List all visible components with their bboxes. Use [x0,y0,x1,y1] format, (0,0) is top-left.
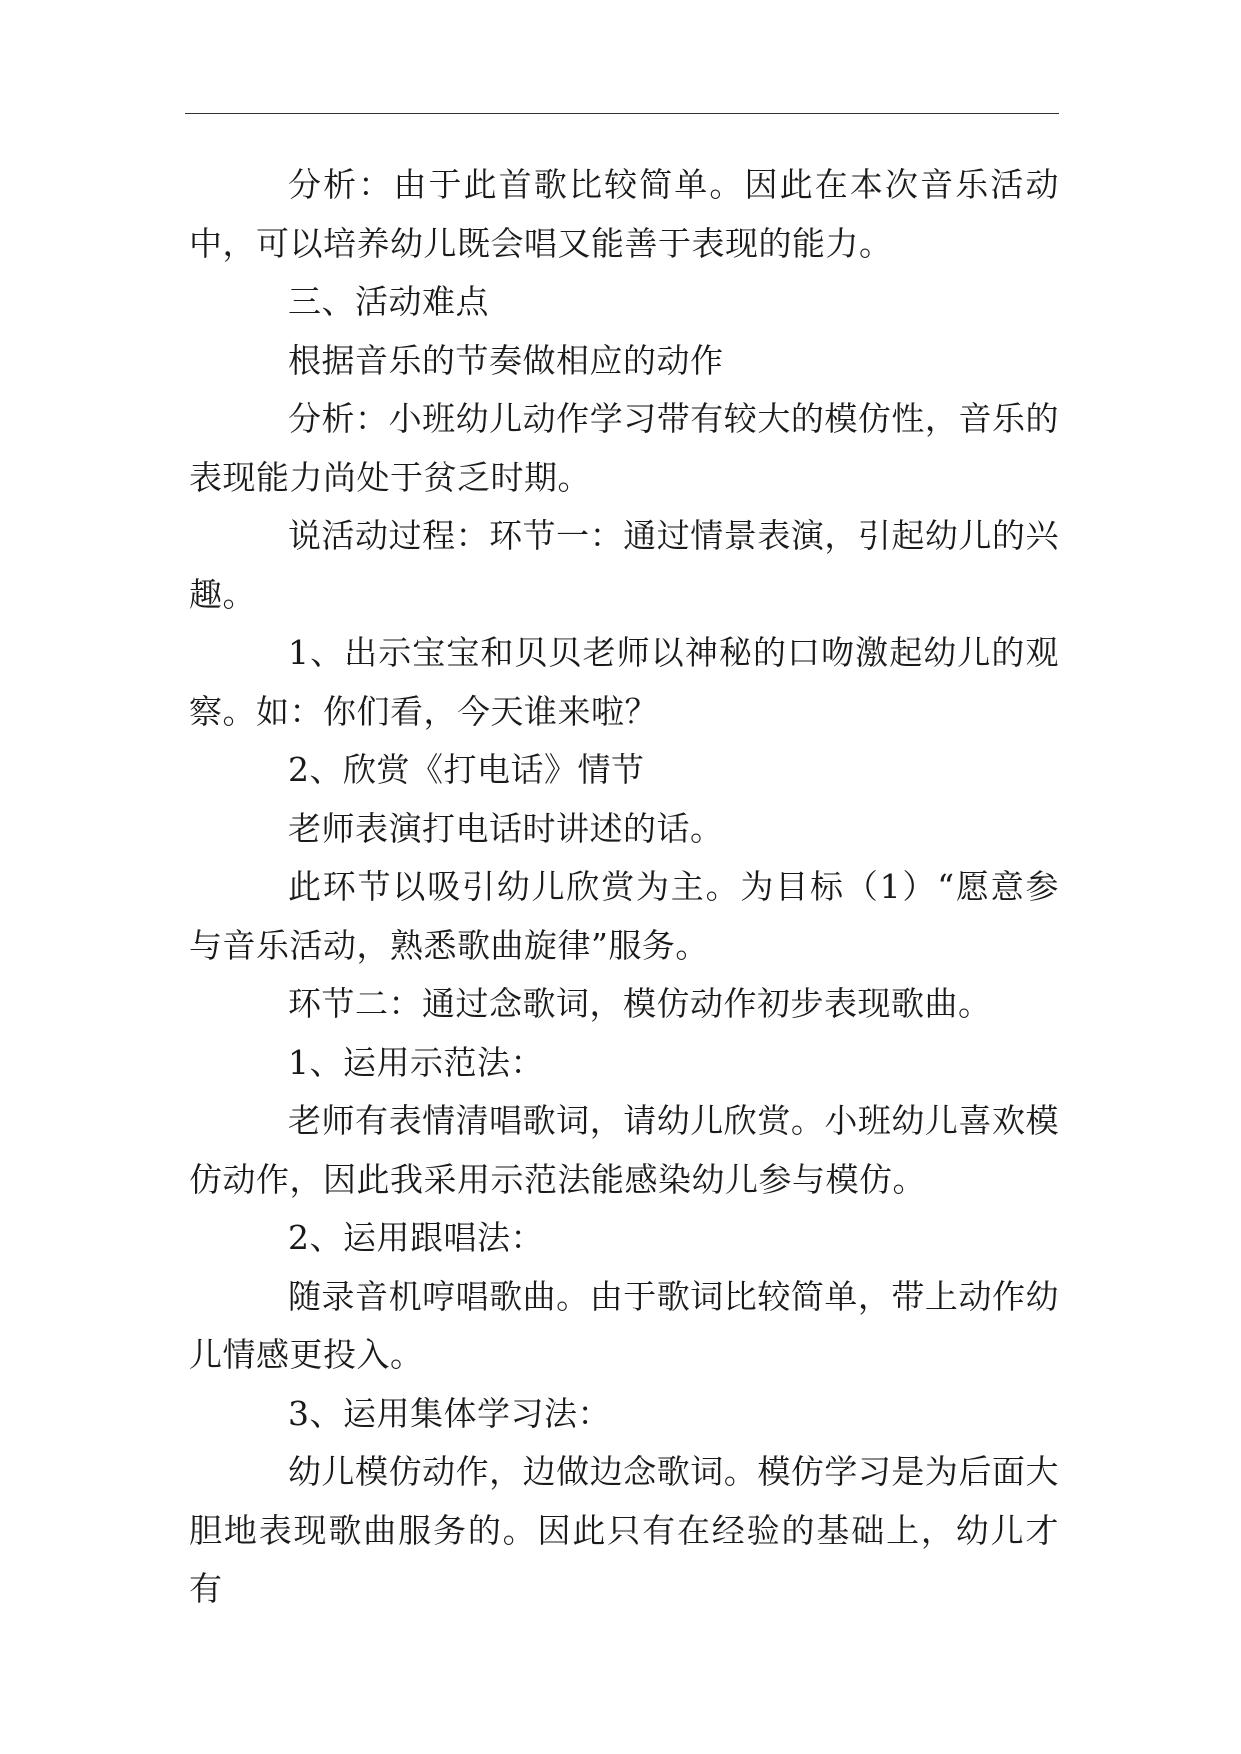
list-item-step1-2: 2、欣赏《打电话》情节 [288,750,645,789]
heading-activity-difficulty: 三、活动难点 [288,282,489,321]
list-item-step2-3: 3、运用集体学习法： [288,1393,611,1433]
paragraph-follow-singing: 随录音机哼唱歌曲。由于歌词比较简单，带上动作幼儿情感更投入。 [189,1276,1059,1374]
header-rule [185,113,1059,114]
paragraph-difficulty: 根据音乐的节奏做相应的动作 [288,340,724,380]
paragraph-demonstration: 老师有表情清唱歌词，请幼儿欣赏。小班幼儿喜欢模仿动作，因此我采用示范法能感染幼儿参与模仿。 [189,1101,1059,1199]
list-item-step2-1: 1、运用示范法： [288,1042,544,1082]
list-item-step1-1: 1、出示宝宝和贝贝老师以神秘的口吻激起幼儿的观察。如：你们看，今天谁来啦？ [189,633,1059,731]
document-body [189,156,1059,1619]
paragraph-analysis-2: 分析：小班幼儿动作学习带有较大的模仿性，音乐的表现能力尚处于贫乏时期。 [189,399,1059,497]
paragraph-goal-1: 此环节以吸引幼儿欣赏为主。为目标（1）“愿意参与音乐活动，熟悉歌曲旋律”服务。 [189,867,1059,965]
paragraph-process-step2: 环节二：通过念歌词，模仿动作初步表现歌曲。 [288,984,992,1023]
paragraph-teacher-performance: 老师表演打电话时讲述的话。 [288,808,724,848]
list-item-step2-2: 2、运用跟唱法： [288,1218,544,1257]
paragraph-group-learning: 幼儿模仿动作，边做边念歌词。模仿学习是为后面大胆地表现歌曲服务的。因此只有在经验的基础上，幼儿才有 [189,1452,1059,1608]
paragraph-analysis-1: 分析：由于此首歌比较简单。因此在本次音乐活动中，可以培养幼儿既会唱又能善于表现的能力。 [189,165,1059,263]
paragraph-process-step1: 说活动过程：环节一：通过情景表演，引起幼儿的兴趣。 [189,516,1059,614]
